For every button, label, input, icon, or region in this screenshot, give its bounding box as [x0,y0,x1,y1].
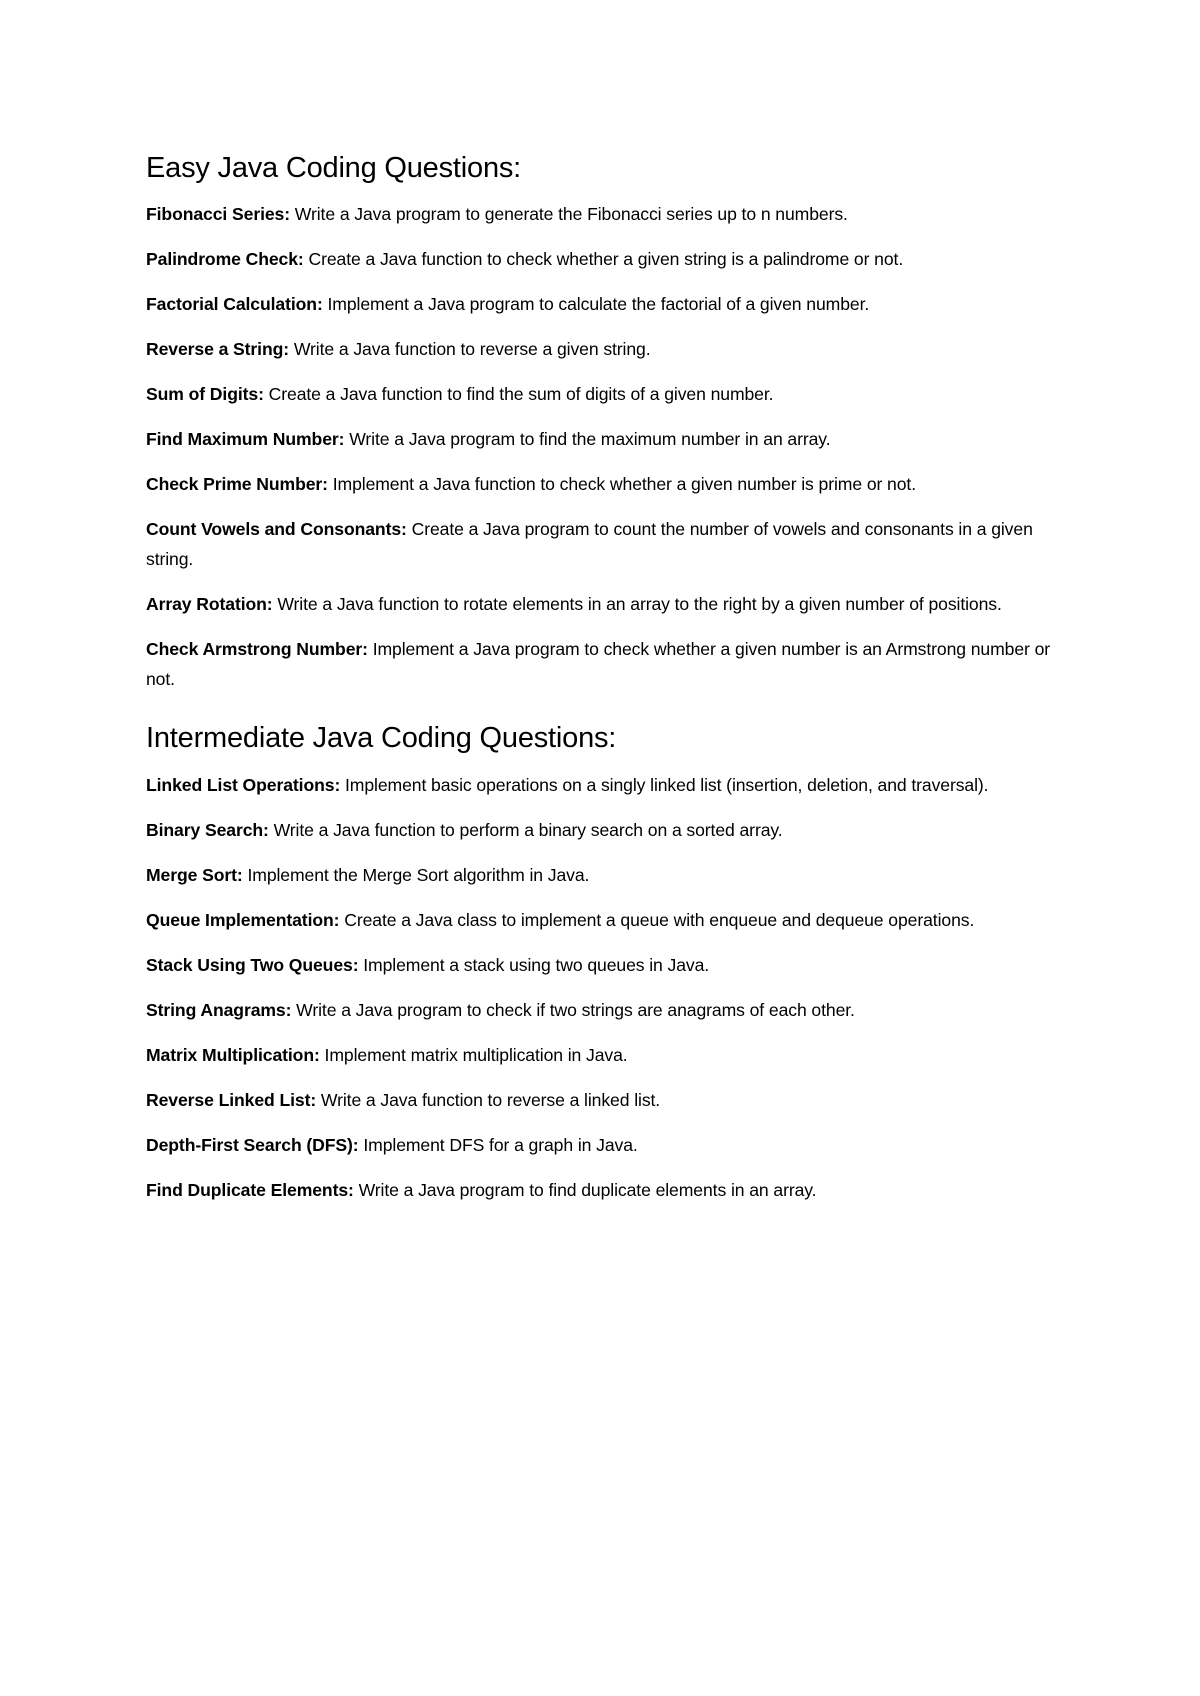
item-term: Queue Implementation [146,909,334,930]
list-item: Merge Sort: Implement the Merge Sort algorithm in Java. [146,864,590,885]
item-description: Implement basic operations on a singly linked list (insertion, deletion, and traversal). [345,774,989,795]
item-description: Write a Java function to perform a binary search on a sorted array. [273,819,783,840]
item-description: Create a Java program to count the number of vowels and consonants in a given string. [146,519,1033,570]
item-term: Array Rotation [146,594,267,615]
item-description: Write a Java program to check if two strings are anagrams of each other. [296,999,855,1020]
list-item: Queue Implementation: Create a Java class to implement a queue with enqueue and dequeue operations. [146,909,975,930]
item-term: Linked List Operations [146,774,335,795]
item-term: Factorial Calculation [146,294,317,315]
list-item: Matrix Multiplication: Implement matrix multiplication in Java. [146,1044,628,1065]
item-description: Write a Java function to rotate elements in an array to the right by a given number of positions. [277,594,1002,615]
item-description: Implement a Java function to check whether a given number is prime or not. [332,474,916,495]
list-item: Find Duplicate Elements: Write a Java program to find duplicate elements in an array. [146,1179,817,1200]
item-term: Merge Sort [146,864,237,885]
item-description: Implement DFS for a graph in Java. [363,1134,638,1155]
list-item: Array Rotation: Write a Java function to rotate elements in an array to the right by a given number of positions. [146,594,1002,615]
list-item: Linked List Operations: Implement basic operations on a singly linked list (insertion, deletion, and traversal). [146,774,989,795]
list-item: Factorial Calculation: Implement a Java program to calculate the factorial of a given number. [146,294,870,315]
item-description: Implement a Java program to check whether a given number is an Armstrong number or not. [146,639,1051,690]
item-description: Write a Java program to find duplicate elements in an array. [358,1179,817,1200]
list-item: Depth-First Search (DFS): Implement DFS for a graph in Java. [146,1134,638,1155]
item-description: Implement matrix multiplication in Java. [324,1044,628,1065]
list-item: Check Armstrong Number: Implement a Java program to check whether a given number is an Armstrong number or not. [146,639,1051,690]
list-item: Find Maximum Number: Write a Java program to find the maximum number in an array. [146,429,831,450]
list-item: Reverse Linked List: Write a Java function to reverse a linked list. [146,1089,661,1110]
item-term: Reverse Linked List [146,1089,311,1110]
list-item: Stack Using Two Queues: Implement a stack using two queues in Java. [146,954,710,975]
item-description: Write a Java program to generate the Fibonacci series up to n numbers. [294,204,848,225]
list-item: Binary Search: Write a Java function to perform a binary search on a sorted array. [146,819,783,840]
list-item: Sum of Digits: Create a Java function to find the sum of digits of a given number. [146,384,774,405]
item-description: Implement the Merge Sort algorithm in Java. [247,864,590,885]
section-heading-intermediate: Intermediate Java Coding Questions: [146,722,617,755]
list-item: Check Prime Number: Implement a Java function to check whether a given number is prime or not. [146,474,916,495]
item-term: Palindrome Check [146,249,298,270]
item-term: Find Maximum Number [146,429,339,450]
item-term: String Anagrams [146,999,286,1020]
item-term: Find Duplicate Elements [146,1179,349,1200]
item-term: Count Vowels and Consonants [146,519,402,540]
item-description: Create a Java class to implement a queue with enqueue and dequeue operations. [344,909,975,930]
item-description: Implement a Java program to calculate the factorial of a given number. [327,294,870,315]
list-item: Count Vowels and Consonants: Create a Java program to count the number of vowels and consonants in a given string. [146,519,1033,570]
list-item: String Anagrams: Write a Java program to check if two strings are anagrams of each other. [146,999,855,1020]
item-term: Matrix Multiplication [146,1044,314,1065]
item-term: Reverse a String [146,339,284,360]
list-item: Fibonacci Series: Write a Java program to generate the Fibonacci series up to n numbers. [146,204,848,225]
item-description: Write a Java function to reverse a given string. [293,339,651,360]
item-description: Create a Java function to check whether a given string is a palindrome or not. [308,249,904,270]
item-term: Sum of Digits [146,384,259,405]
item-term: Check Armstrong Number [146,639,363,660]
item-description: Write a Java function to reverse a linked list. [320,1089,661,1110]
item-term: Check Prime Number [146,474,323,495]
item-term: Binary Search [146,819,264,840]
item-description: Write a Java program to find the maximum number in an array. [349,429,831,450]
item-term: Depth-First Search (DFS) [146,1134,353,1155]
list-item: Palindrome Check: Create a Java function to check whether a given string is a palindrome or not. [146,249,904,270]
list-item: Reverse a String: Write a Java function to reverse a given string. [146,339,651,360]
section-heading-easy: Easy Java Coding Questions: [146,152,522,184]
item-term: Stack Using Two Queues [146,954,353,975]
item-description: Create a Java function to find the sum of digits of a given number. [268,384,774,405]
item-description: Implement a stack using two queues in Java. [363,954,710,975]
item-term: Fibonacci Series [146,204,285,225]
